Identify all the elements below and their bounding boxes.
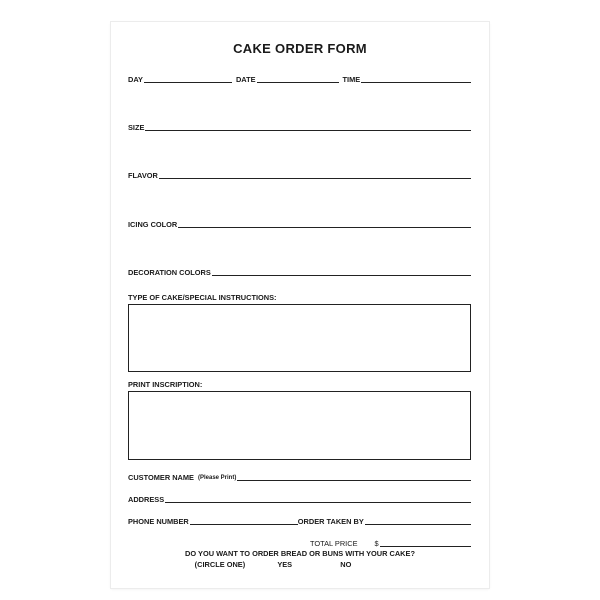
- circle-one-row: [57, 560, 489, 569]
- phone-number-label: PHONE NUMBER: [128, 517, 189, 526]
- address-row: [128, 492, 471, 504]
- print-inscription-box[interactable]: [128, 391, 471, 460]
- order-form-sheet: [111, 22, 489, 588]
- decoration-colors-label: DECORATION COLORS: [128, 268, 211, 277]
- size-field[interactable]: [145, 130, 471, 131]
- date-field[interactable]: [257, 82, 339, 83]
- flavor-field[interactable]: [159, 178, 471, 179]
- time-label: TIME: [342, 75, 361, 84]
- icing-color-row: [128, 217, 471, 229]
- customer-name-field[interactable]: [237, 480, 471, 481]
- order-taken-by-label: ORDER TAKEN BY: [297, 517, 364, 526]
- order-taken-by-field[interactable]: [365, 524, 471, 525]
- address-field[interactable]: [165, 502, 471, 503]
- day-date-time-row: [128, 72, 471, 84]
- bread-question: DO YOU WANT TO ORDER BREAD OR BUNS WITH YOUR CAKE?: [185, 549, 415, 558]
- print-inscription-label: PRINT INSCRIPTION:: [128, 380, 203, 389]
- customer-name-row: [128, 470, 471, 482]
- day-field[interactable]: [144, 82, 232, 83]
- special-instructions-label: TYPE OF CAKE/SPECIAL INSTRUCTIONS:: [128, 293, 277, 302]
- date-label: DATE: [235, 75, 256, 84]
- address-label: ADDRESS: [128, 495, 165, 504]
- icing-color-label: ICING COLOR: [128, 220, 178, 229]
- special-instructions-box[interactable]: [128, 304, 471, 372]
- phone-number-field[interactable]: [190, 524, 298, 525]
- decoration-colors-row: [128, 265, 471, 277]
- total-price-row: [310, 536, 471, 548]
- flavor-label: FLAVOR: [128, 171, 158, 180]
- customer-name-note: (Please Print): [197, 475, 237, 481]
- customer-name-label: CUSTOMER NAME: [128, 473, 194, 482]
- form-title: CAKE ORDER FORM: [233, 41, 367, 56]
- total-price-field[interactable]: [380, 546, 471, 547]
- yes-option[interactable]: YES: [277, 560, 293, 569]
- total-price-label: TOTAL PRICE: [310, 539, 358, 548]
- size-row: [128, 120, 471, 132]
- decoration-colors-field[interactable]: [212, 275, 471, 276]
- icing-color-field[interactable]: [178, 227, 471, 228]
- flavor-row: [128, 168, 471, 180]
- size-label: SIZE: [128, 123, 145, 132]
- day-label: DAY: [128, 75, 143, 84]
- no-option[interactable]: NO: [340, 560, 352, 569]
- phone-order-row: [128, 514, 471, 526]
- time-field[interactable]: [361, 82, 471, 83]
- currency-symbol: $: [374, 539, 379, 548]
- circle-one-label: (CIRCLE ONE): [194, 560, 246, 569]
